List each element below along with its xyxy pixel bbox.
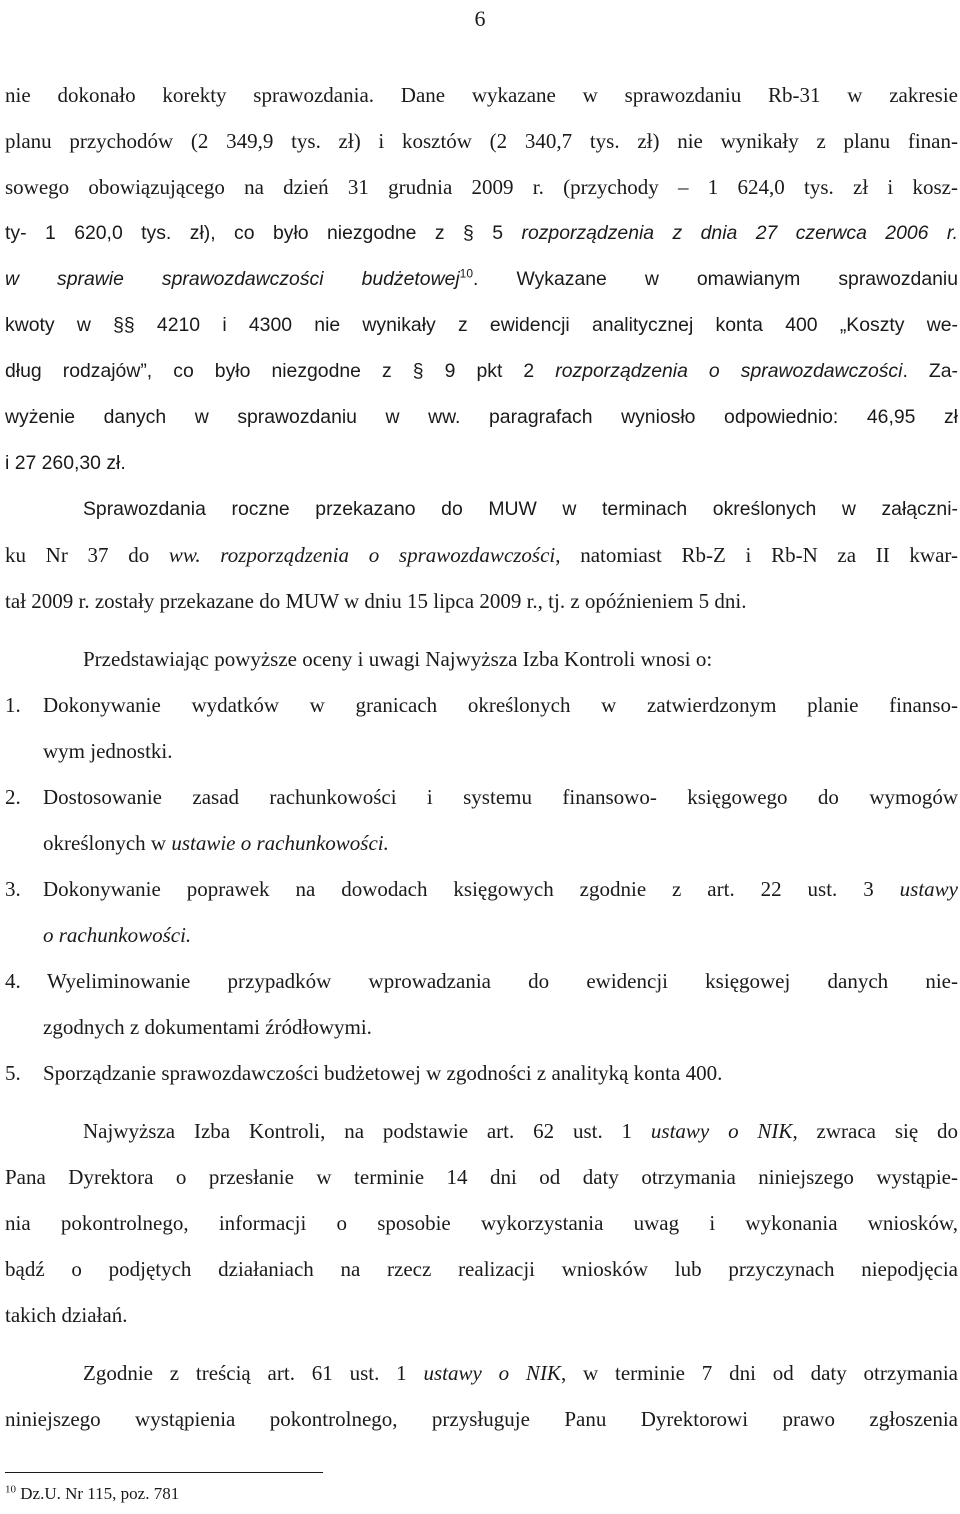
text-line: w sprawie sprawozdawczości budżetowej$^{10}$. Wykazane w omawianym sprawozdaniu	[5, 266, 959, 290]
paragraph-response-request	[5, 1108, 958, 1338]
act-citation: ustawy o NIK	[423, 1361, 561, 1385]
text-line: Dostosowanie zasad rachunkowości i systemu finansowo- księgowego do wymogów	[43, 785, 958, 809]
list-number: 4.	[5, 969, 21, 993]
text-line: tał 2009 r. zostały przekazane do MUW w dniu 15 lipca 2009 r., tj. z opóźnieniem 5 dni.	[5, 589, 747, 613]
text-line: Sporządzanie sprawozdawczości budżetowej w zgodności z analityką konta 400.	[43, 1061, 723, 1085]
list-item	[5, 682, 958, 774]
act-citation: ustawie o rachunkowości.	[171, 831, 389, 855]
text-line: wym jednostki.	[43, 739, 173, 763]
paragraph-report-deadlines	[5, 486, 958, 624]
text-line: zgodnych z dokumentami źródłowymi.	[43, 1015, 372, 1039]
regulation-citation: rozporządzenia o sprawozdawczości	[555, 360, 903, 382]
requests-list	[5, 682, 958, 1096]
act-citation: ustawy	[899, 877, 958, 901]
text-line: Dokonywanie wydatków w granicach określonych w zatwierdzonym planie finanso-	[43, 693, 958, 717]
text-line: Dokonywanie poprawek na dowodach księgowych zgodnie z art. 22 ust. 3 ustawy	[43, 877, 958, 901]
list-item	[5, 958, 958, 1050]
text-line: i 27 260,30 zł.	[5, 452, 126, 474]
text-line: o rachunkowości.	[43, 923, 192, 947]
text-line: Sprawozdania roczne przekazano do MUW w terminach określonych w załączni-	[83, 498, 958, 520]
footnote-mark: 10	[5, 1483, 16, 1496]
list-number: 3.	[5, 877, 21, 901]
footnote-text: Dz.U. Nr 115, poz. 781	[16, 1484, 180, 1503]
text-line: Najwyższa Izba Kontroli, na podstawie art. 62 ust. 1 ustawy o NIK, zwraca się do	[83, 1119, 958, 1143]
paragraph-report-discrepancies	[5, 72, 958, 486]
regulation-citation: rozporządzenia z dnia 27 czerwca 2006 r.	[521, 222, 958, 244]
text-line: wyżenie danych w sprawozdaniu w ww. paragrafach wyniosło odpowiednio: 46,95 zł	[5, 406, 958, 428]
list-number: 2.	[5, 785, 21, 809]
list-number: 5.	[5, 1061, 21, 1085]
text-line: Zgodnie z treścią art. 61 ust. 1 ustawy o NIK, w terminie 7 dni od daty otrzymania	[83, 1361, 958, 1385]
footnote	[5, 1482, 179, 1506]
text-line: nia pokontrolnego, informacji o sposobie wykorzystania uwag i wykonania wniosków,	[5, 1211, 958, 1235]
list-item	[5, 866, 958, 958]
text-line: Wyeliminowanie przypadków wprowadzania do ewidencji księgowej danych nie-	[47, 969, 958, 993]
paragraph-objection-right	[5, 1350, 958, 1442]
text-line: takich działań.	[5, 1303, 128, 1327]
text-line: określonych w ustawie o rachunkowości.	[43, 831, 389, 855]
footnote-ref: 10	[459, 266, 474, 281]
text-line: Pana Dyrektora o przesłanie w terminie 14 dni od daty otrzymania niniejszego wystąpie-	[5, 1165, 958, 1189]
text-line: niniejszego wystąpienia pokontrolnego, przysługuje Panu Dyrektorowi prawo zgłoszenia	[5, 1407, 958, 1431]
text-line: ku Nr 37 do ww. rozporządzenia o sprawozdawczości, natomiast Rb-Z i Rb-N za II kwar-	[5, 543, 958, 567]
regulation-citation: ww. rozporządzenia o sprawozdawczości	[168, 543, 556, 567]
list-item	[5, 1050, 958, 1096]
text-line: dług rodzajów”, co było niezgodne z § 9 pkt 2 rozporządzenia o sprawozdawczości. Za-	[5, 360, 958, 382]
list-item	[5, 774, 958, 866]
list-number: 1.	[5, 693, 21, 717]
document-body	[5, 72, 958, 1442]
footnote-separator	[5, 1472, 323, 1473]
text-line: planu przychodów (2 349,9 tys. zł) i kosztów (2 340,7 tys. zł) nie wynikały z planu finan-	[5, 129, 958, 153]
requests-intro: Przedstawiając powyższe oceny i uwagi Najwyższa Izba Kontroli wnosi o:	[83, 647, 713, 671]
text-line: bądź o podjętych działaniach na rzecz realizacji wniosków lub przyczynach niepodjęcia	[5, 1257, 958, 1281]
regulation-citation: w sprawie sprawozdawczości budżetowej	[5, 268, 460, 290]
act-citation: ustawy o NIK	[650, 1119, 793, 1143]
text-line: kwoty w §§ 4210 i 4300 nie wynikały z ewidencji analitycznej konta 400 „Koszty we-	[5, 314, 958, 336]
page-number: 6	[474, 6, 486, 31]
text-line: ty- 1 620,0 tys. zł), co było niezgodne z § 5 rozporządzenia z dnia 27 czerwca 2006 r.	[5, 222, 958, 244]
text-line: nie dokonało korekty sprawozdania. Dane wykazane w sprawozdaniu Rb-31 w zakresie	[5, 83, 958, 107]
text-line: sowego obowiązującego na dzień 31 grudnia 2009 r. (przychody – 1 624,0 tys. zł i kosz-	[5, 175, 958, 199]
